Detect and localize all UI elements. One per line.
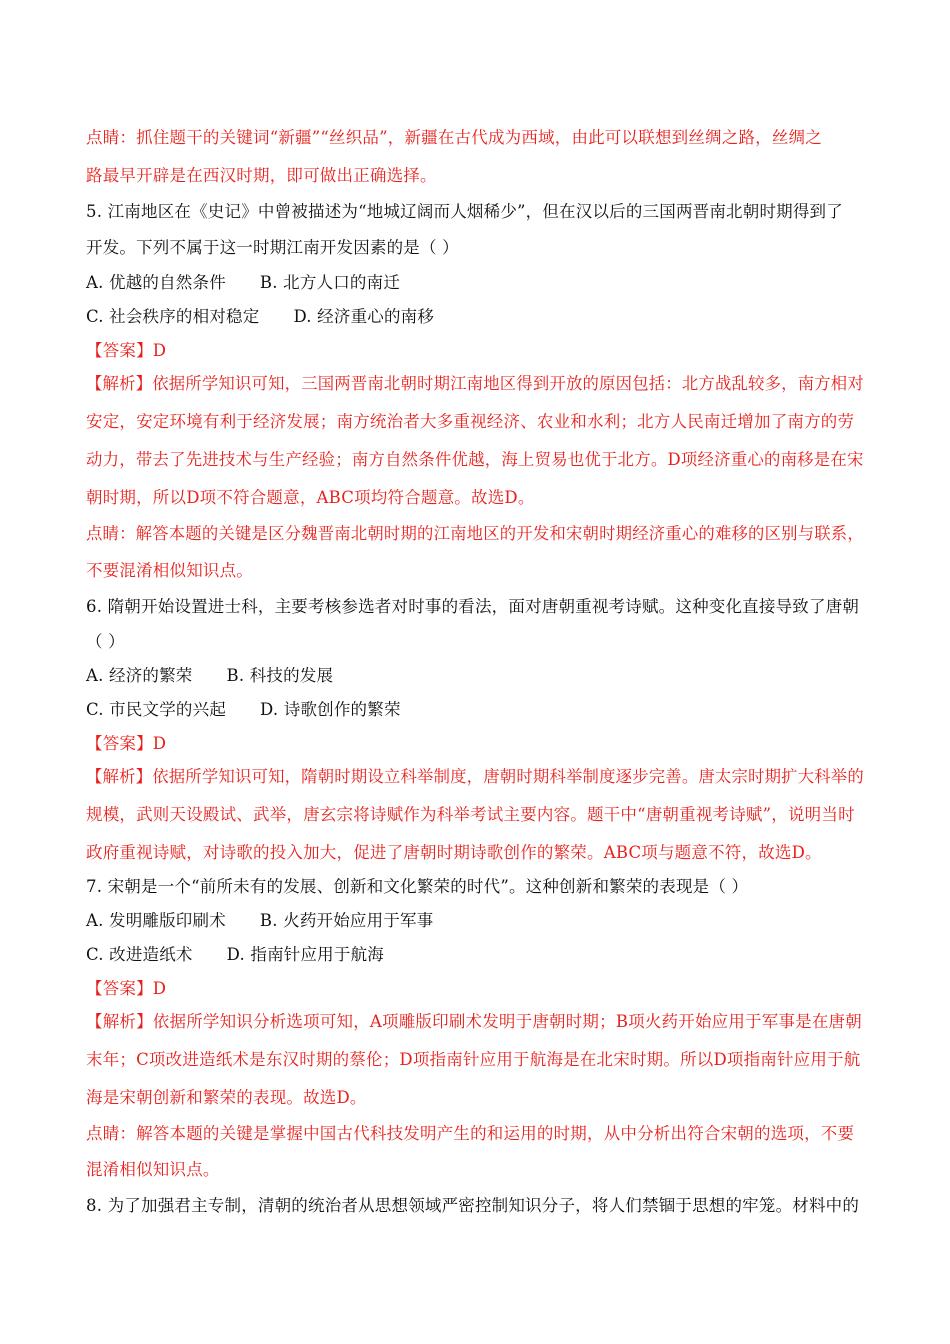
- q7-answer: 【答案】D: [86, 979, 167, 998]
- q5-option-d: D. 经济重心的南移: [293, 307, 435, 326]
- q5-stem-line-1: 5. 江南地区在《史记》中曾被描述为“地城辽阔而人烟稀少”，但在汉以后的三国两晋南北朝时期得到了: [86, 202, 843, 221]
- q7-options-row-2: [86, 945, 384, 965]
- q6-analysis-line-2: 规模，武则天设殿试、武举，唐玄宗将诗赋作为科举考试主要内容。题干中“唐朝重视考诗赋”，说明当时: [86, 805, 855, 824]
- q5-answer: 【答案】D: [86, 341, 167, 360]
- q5-analysis-line-4: 朝时期，所以D项不符合题意，ABC项均符合题意。故选D。: [86, 488, 535, 507]
- q4-tip-line-1: 点睛：抓住题干的关键词“新疆”“丝织品”，新疆在古代成为西域，由此可以联想到丝绸之路，丝绸之: [86, 128, 822, 147]
- q7-stem-line-1: 7. 宋朝是一个“前所未有的发展、创新和文化繁荣的时代”。这种创新和繁荣的表现是（ ）: [86, 877, 749, 896]
- q7-analysis-line-1: 【解析】依据所学知识分析选项可知，A项雕版印刷术发明于唐朝时期；B项火药开始应用于军事是在唐朝: [86, 1012, 862, 1031]
- q6-options-row-2: [86, 700, 401, 720]
- q7-options-row-1: [86, 911, 433, 931]
- q5-tip-line-2: 不要混淆相似知识点。: [86, 561, 253, 580]
- q5-analysis-line-1: 【解析】依据所学知识可知，三国两晋南北朝时期江南地区得到开放的原因包括：北方战乱较多，南方相对: [86, 374, 864, 393]
- q7-analysis-line-3: 海是宋朝创新和繁荣的表现。故选D。: [86, 1088, 367, 1107]
- q5-option-c: C. 社会秩序的相对稳定: [86, 307, 260, 326]
- q6-option-a: A. 经济的繁荣: [86, 666, 193, 685]
- q6-options-row-1: [86, 666, 333, 686]
- q6-stem-line-1: 6. 隋朝开始设置进士科，主要考核参选者对时事的看法，面对唐朝重视考诗赋。这种变化直接导致了唐朝: [86, 597, 860, 616]
- q5-stem-line-2: 开发。下列不属于这一时期江南开发因素的是（ ）: [86, 238, 459, 257]
- q7-analysis-line-2: 末年；C项改进造纸术是东汉时期的蔡伦；D项指南针应用于航海是在北宋时期。所以D项指南针应用于航: [86, 1050, 861, 1069]
- q5-option-a: A. 优越的自然条件: [86, 273, 226, 292]
- q7-option-c: C. 改进造纸术: [86, 945, 193, 964]
- q7-option-a: A. 发明雕版印刷术: [86, 911, 226, 930]
- q5-option-b: B. 北方人口的南迁: [259, 273, 401, 292]
- q5-options-row-1: [86, 273, 400, 293]
- q6-option-d: D. 诗歌创作的繁荣: [260, 700, 401, 719]
- q5-tip-line-1: 点睛：解答本题的关键是区分魏晋南北朝时期的江南地区的开发和宋朝时期经济重心的难移的区别与联系，: [86, 524, 864, 543]
- q6-analysis-line-1: 【解析】依据所学知识可知，隋朝时期设立科举制度，唐朝时期科举制度逐步完善。唐太宗时期扩大科举的: [86, 767, 864, 786]
- q7-tip-line-1: 点睛：解答本题的关键是掌握中国古代科技发明产生的和运用的时期，从中分析出符合宋朝的选项，不要: [86, 1124, 855, 1143]
- q5-options-row-2: [86, 307, 434, 327]
- q6-answer: 【答案】D: [86, 734, 167, 753]
- q4-tip-line-2: 路最早开辟是在西汉时期，即可做出正确选择。: [86, 166, 437, 185]
- q7-option-d: D. 指南针应用于航海: [226, 945, 384, 964]
- q7-tip-line-2: 混淆相似知识点。: [86, 1160, 220, 1179]
- q5-analysis-line-3: 动力，带去了先进技术与生产经验；南方自然条件优越，海上贸易也优于北方。D项经济重心的南移是在宋: [86, 450, 864, 469]
- q6-analysis-line-3: 政府重视诗赋，对诗歌的投入加大，促进了唐朝时期诗歌创作的繁荣。ABC项与题意不符，故选D。: [86, 843, 822, 862]
- q6-option-c: C. 市民文学的兴起: [86, 700, 227, 719]
- q6-stem-line-2: （ ）: [86, 632, 125, 651]
- q8-stem-line-1: 8. 为了加强君主专制，清朝的统治者从思想领域严密控制知识分子，将人们禁锢于思想的牢笼。材料中的: [86, 1196, 860, 1215]
- q7-option-b: B. 火药开始应用于军事: [259, 911, 434, 930]
- q6-option-b: B. 科技的发展: [226, 666, 334, 685]
- q5-analysis-line-2: 安定，安定环境有利于经济发展；南方统治者大多重视经济、农业和水利；北方人民南迁增加了南方的劳: [86, 412, 855, 431]
